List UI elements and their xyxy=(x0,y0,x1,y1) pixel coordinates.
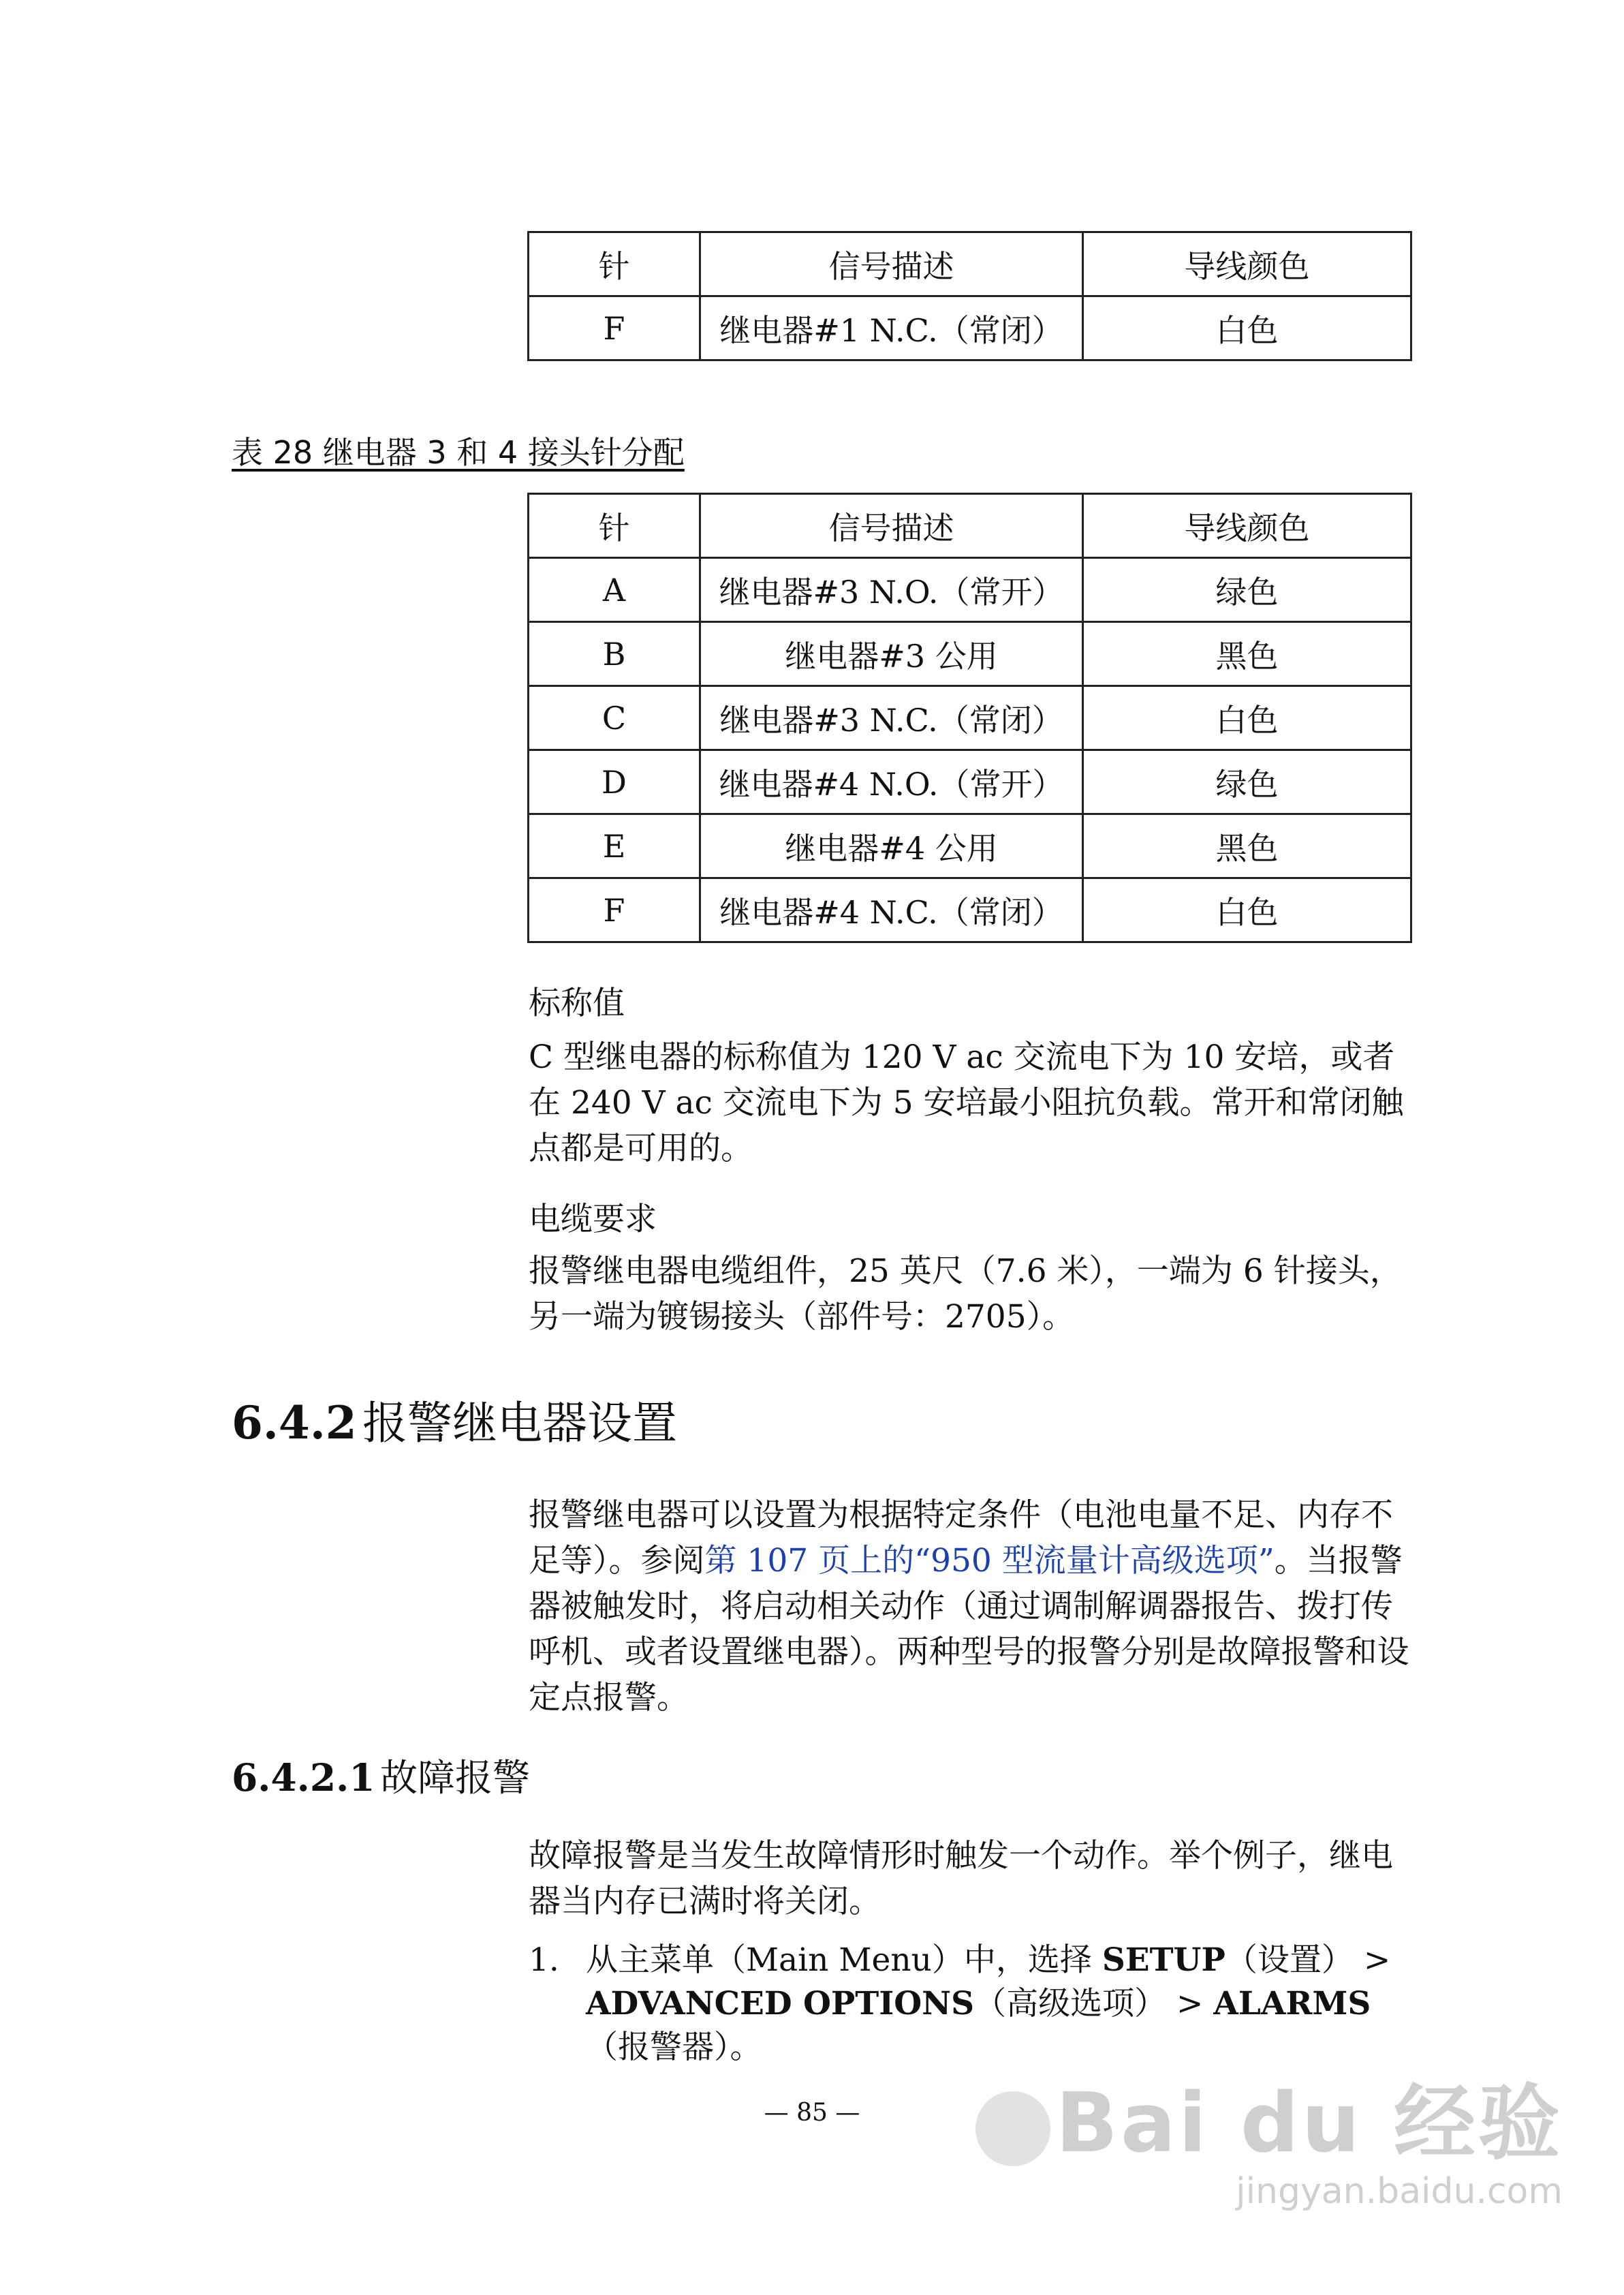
table-row xyxy=(529,750,1411,814)
section-number: 6.4.2 xyxy=(232,1396,357,1449)
cell-wire-color: 黑色 xyxy=(1083,622,1411,686)
cable-label: 电缆要求 xyxy=(529,1201,657,1238)
table-row xyxy=(529,622,1411,686)
section-6-4-2-text xyxy=(529,1492,1410,1721)
cell-pin: F xyxy=(529,296,700,360)
cell-pin: C xyxy=(529,686,700,750)
menu-path-alarms: ALARMS xyxy=(1213,1985,1371,2022)
table-row xyxy=(529,814,1411,878)
section-title: 报警继电器设置 xyxy=(362,1397,677,1449)
table-caption: 表 28 继电器 3 和 4 接头针分配 xyxy=(232,434,685,471)
table-header-row xyxy=(529,232,1411,296)
header-wire-color: 导线颜色 xyxy=(1083,494,1411,558)
table-header-row xyxy=(529,494,1411,558)
step-text: 从主菜单（Main Menu）中，选择 SETUP（设置） > ADVANCED OPTIONS（高级选项） > ALARMS（报警器）。 xyxy=(586,1941,1391,2066)
cell-signal: 继电器#4 公用 xyxy=(700,814,1083,878)
table-row xyxy=(529,878,1411,942)
cell-wire-color: 绿色 xyxy=(1083,558,1411,622)
cell-pin: F xyxy=(529,878,700,942)
cell-signal: 继电器#3 N.C.（常闭） xyxy=(700,686,1083,750)
pin-table-continued xyxy=(527,231,1412,361)
table-row xyxy=(529,296,1411,360)
cable-text: 报警继电器电缆组件，25 英尺（7.6 米），一端为 6 针接头，另一端为镀锡接头（部件号：2705）。 xyxy=(529,1252,1402,1336)
cell-pin: E xyxy=(529,814,700,878)
cell-wire-color: 白色 xyxy=(1083,296,1411,360)
step-number: 1. xyxy=(529,1941,559,1979)
cross-reference-link[interactable]: 第 107 页上的“950 型流量计高级选项” xyxy=(704,1542,1275,1580)
table-row xyxy=(529,558,1411,622)
paw-icon xyxy=(975,2091,1050,2166)
page-number: — 85 — xyxy=(764,2099,860,2127)
watermark-url: jingyan.baidu.com xyxy=(1236,2171,1563,2212)
cell-signal: 继电器#4 N.C.（常闭） xyxy=(700,878,1083,942)
header-pin: 针 xyxy=(529,494,700,558)
cell-wire-color: 白色 xyxy=(1083,878,1411,942)
baidu-watermark xyxy=(975,2058,1563,2212)
list-item xyxy=(529,1939,1410,2069)
section-heading-6-4-2-1 xyxy=(232,1748,530,1802)
cell-signal: 继电器#4 N.O.（常开） xyxy=(700,750,1083,814)
section-number: 6.4.2.1 xyxy=(232,1755,375,1800)
cell-signal: 继电器#1 N.C.（常闭） xyxy=(700,296,1083,360)
header-signal: 信号描述 xyxy=(700,232,1083,296)
cell-pin: A xyxy=(529,558,700,622)
cell-signal: 继电器#3 公用 xyxy=(700,622,1083,686)
paragraph-text: 报警继电器可以设置为根据特定条件（电池电量不足、内存不足等）。参阅 xyxy=(529,1496,1393,1580)
cell-signal: 继电器#3 N.O.（常开） xyxy=(700,558,1083,622)
header-signal: 信号描述 xyxy=(700,494,1083,558)
header-wire-color: 导线颜色 xyxy=(1083,232,1411,296)
table-row xyxy=(529,686,1411,750)
section-6-4-2-1-text: 故障报警是当发生故障情形时触发一个动作。举个例子，继电器当内存已满时将关闭。 xyxy=(529,1837,1393,1920)
header-pin: 针 xyxy=(529,232,700,296)
cell-pin: B xyxy=(529,622,700,686)
paragraph-text: 。当报警器被触发时，将启动相关动作（通过调制解调器报告、拨打传呼机、或者设置继电器）。两种型号的报警分别是故障报警和设定点报警。 xyxy=(529,1542,1409,1716)
rating-label: 标称值 xyxy=(529,985,625,1022)
menu-path-advanced-options: ADVANCED OPTIONS xyxy=(586,1985,975,2022)
pin-table-relay-3-4 xyxy=(527,493,1412,943)
cell-wire-color: 绿色 xyxy=(1083,750,1411,814)
cell-wire-color: 白色 xyxy=(1083,686,1411,750)
section-heading-6-4-2 xyxy=(232,1387,677,1451)
rating-text: C 型继电器的标称值为 120 V ac 交流电下为 10 安培，或者在 240 V ac 交流电下为 5 安培最小阻抗负载。常开和常闭触点都是可用的。 xyxy=(529,1038,1404,1167)
menu-path-setup: SETUP xyxy=(1102,1941,1225,1979)
section-title: 故障报警 xyxy=(380,1756,531,1800)
watermark-logo: Bai du 经验 xyxy=(1055,2076,1563,2171)
cell-wire-color: 黑色 xyxy=(1083,814,1411,878)
cell-pin: D xyxy=(529,750,700,814)
